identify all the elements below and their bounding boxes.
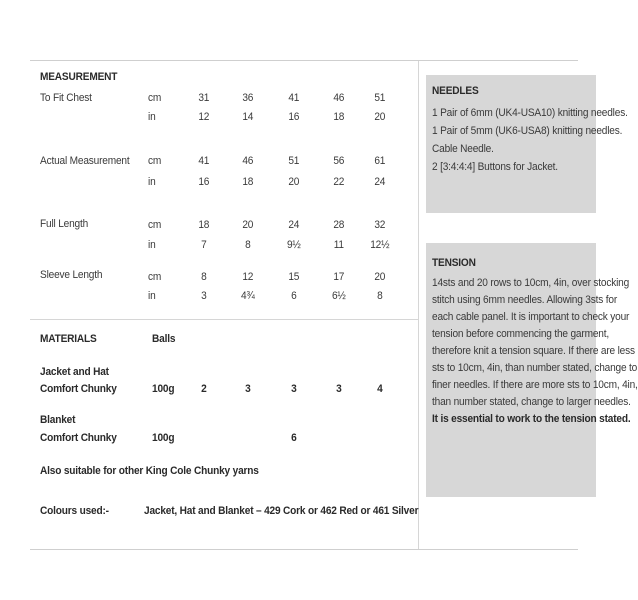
unit-cm: cm xyxy=(148,155,162,167)
value-cell: 28 xyxy=(333,219,345,231)
tension-line: 14sts and 20 rows to 10cm, 4in, over stocking xyxy=(432,277,630,289)
unit-cm: cm xyxy=(148,219,162,231)
value-cell: 3 xyxy=(201,290,207,302)
value-cell: 18 xyxy=(242,176,254,188)
value-cell: 12½ xyxy=(370,239,390,251)
value-cell: 46 xyxy=(333,92,345,104)
ball-count: 3 xyxy=(291,383,297,395)
needles-line: 1 Pair of 5mm (UK6-USA8) knitting needles. xyxy=(432,125,623,137)
value-cell: 9½ xyxy=(286,239,301,251)
tension-line: stitch using 6mm needles. Allowing 3sts for xyxy=(432,294,618,306)
unit-in: in xyxy=(148,290,156,302)
row-label: To Fit Chest xyxy=(40,92,92,104)
balls-label: Balls xyxy=(152,333,176,345)
value-cell: 8 xyxy=(201,271,207,283)
tension-heading: TENSION xyxy=(432,257,476,269)
tension-line: finer needles. If there are more sts to 10cm, 4in, xyxy=(432,379,638,391)
value-cell: 16 xyxy=(288,111,300,123)
tension-box xyxy=(426,243,638,497)
value-cell: 22 xyxy=(333,176,345,188)
value-cell: 11 xyxy=(333,239,344,251)
value-cell: 15 xyxy=(288,271,300,283)
value-cell: 36 xyxy=(242,92,254,104)
needles-line: 2 [3:4:4:4] Buttons for Jacket. xyxy=(432,161,558,173)
value-cell: 17 xyxy=(333,271,345,283)
value-cell: 20 xyxy=(288,176,300,188)
needles-line: Cable Needle. xyxy=(432,143,494,155)
value-cell: 24 xyxy=(374,176,386,188)
pattern-info-panel xyxy=(30,60,638,550)
value-cell: 4¾ xyxy=(240,290,255,302)
value-cell: 20 xyxy=(374,271,386,283)
tension-emphasis: It is essential to work to the tension stated. xyxy=(432,413,631,425)
value-cell: 32 xyxy=(374,219,386,231)
value-cell: 20 xyxy=(374,111,386,123)
value-cell: 12 xyxy=(198,111,210,123)
blanket-yarn-line1: Blanket xyxy=(40,414,76,426)
value-cell: 6½ xyxy=(331,290,346,302)
jacket-yarn-line2: Comfort Chunky xyxy=(40,383,117,395)
needles-heading: NEEDLES xyxy=(432,85,479,97)
value-cell: 31 xyxy=(198,92,210,104)
ball-count: 3 xyxy=(245,383,251,395)
measurement-heading: MEASUREMENT xyxy=(40,71,118,83)
ball-count: 6 xyxy=(291,432,297,444)
tension-line: each cable panel. It is important to check your xyxy=(432,311,630,323)
unit-in: in xyxy=(148,239,156,251)
value-cell: 41 xyxy=(198,155,210,167)
tension-line: sts to 10cm, 4in, than number stated, change to xyxy=(432,362,638,374)
ball-count: 4 xyxy=(377,383,383,395)
value-cell: 41 xyxy=(288,92,300,104)
ball-count: 3 xyxy=(336,383,342,395)
colours-label: Colours used:- xyxy=(40,505,109,517)
value-cell: 24 xyxy=(288,219,300,231)
value-cell: 56 xyxy=(333,155,345,167)
jacket-yarn-line1: Jacket and Hat xyxy=(40,366,109,378)
value-cell: 6 xyxy=(291,290,297,302)
measurement-section xyxy=(40,61,418,549)
row-label: Full Length xyxy=(40,218,89,230)
value-cell: 8 xyxy=(377,290,383,302)
value-cell: 14 xyxy=(242,111,254,123)
value-cell: 12 xyxy=(242,271,254,283)
blanket-yarn-weight: 100g xyxy=(152,432,175,444)
needles-line: 1 Pair of 6mm (UK4-USA10) knitting needles. xyxy=(432,107,628,119)
value-cell: 16 xyxy=(198,176,210,188)
unit-in: in xyxy=(148,176,156,188)
ball-count: 2 xyxy=(201,383,207,395)
value-cell: 20 xyxy=(242,219,254,231)
needles-box xyxy=(426,75,628,213)
tension-line: than number stated, change to larger needles. xyxy=(432,396,631,408)
tension-line: therefore knit a tension square. If there are less xyxy=(432,345,635,357)
blanket-yarn-line2: Comfort Chunky xyxy=(40,432,117,444)
also-suitable-note: Also suitable for other King Cole Chunky yarns xyxy=(40,465,259,477)
value-cell: 51 xyxy=(288,155,300,167)
row-label: Sleeve Length xyxy=(40,269,103,281)
colours-value: Jacket, Hat and Blanket – 429 Cork or 462 Red or 461 Silver xyxy=(144,505,419,517)
value-cell: 18 xyxy=(198,219,210,231)
materials-heading: MATERIALS xyxy=(40,333,97,345)
value-cell: 18 xyxy=(333,111,345,123)
value-cell: 61 xyxy=(374,155,386,167)
value-cell: 7 xyxy=(201,239,207,251)
value-cell: 51 xyxy=(374,92,386,104)
row-label: Actual Measurement xyxy=(40,155,130,167)
unit-cm: cm xyxy=(148,271,162,283)
value-cell: 8 xyxy=(245,239,251,251)
column-divider xyxy=(418,61,419,549)
value-cell: 46 xyxy=(242,155,254,167)
tension-line: tension before commencing the garment, xyxy=(432,328,609,340)
jacket-yarn-weight: 100g xyxy=(152,383,175,395)
unit-cm: cm xyxy=(148,92,162,104)
unit-in: in xyxy=(148,111,156,123)
